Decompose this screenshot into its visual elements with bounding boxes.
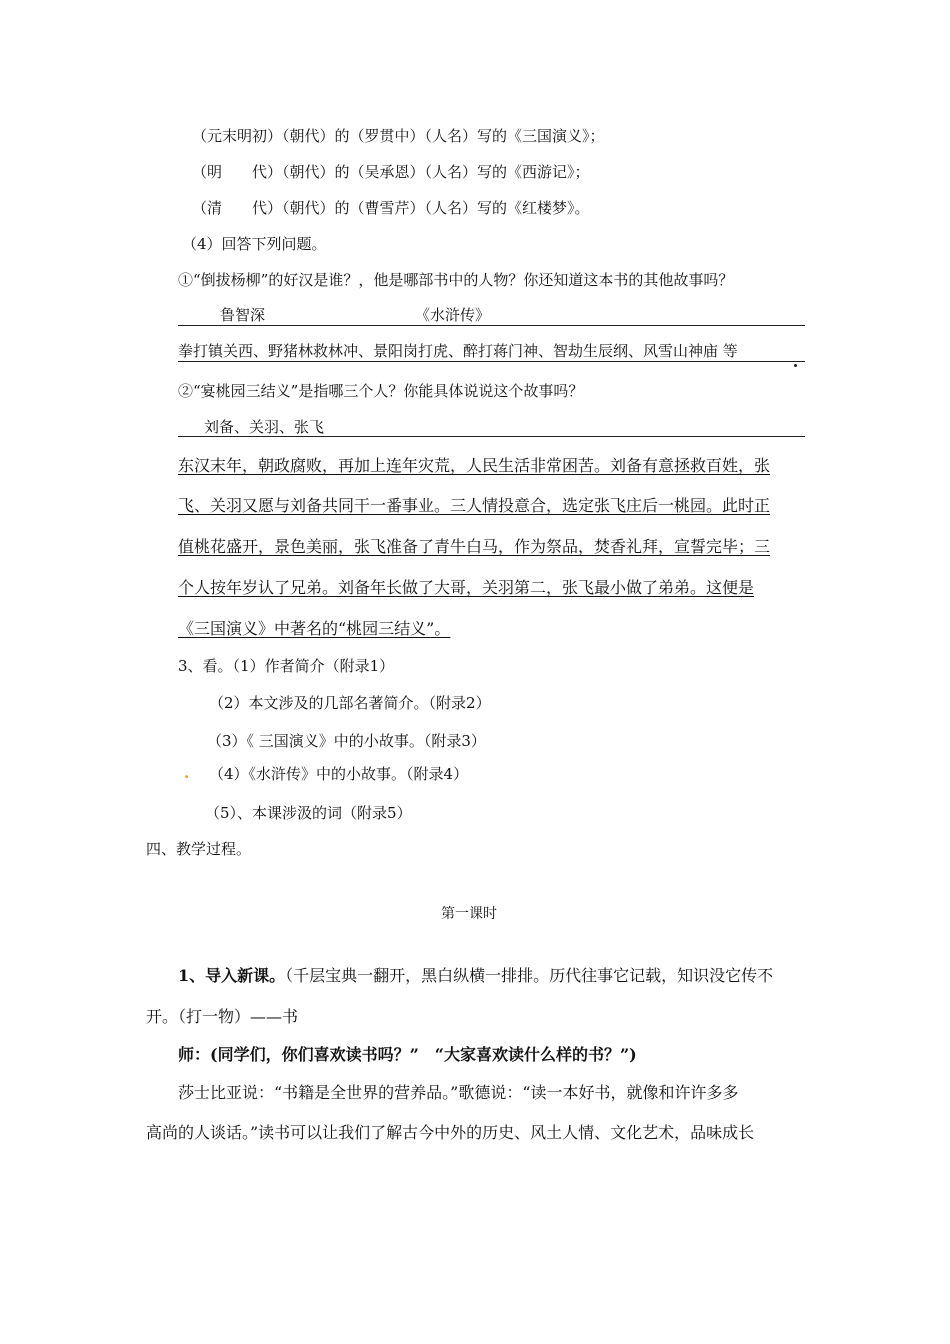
work-line-hongloumeng: （清 代）（朝代）的（曹雪芹）（人名）写的《红楼梦》。: [192, 199, 590, 217]
work-line-xiyou: （明 代）（朝代）的（吴承恩）（人名）写的《西游记》；: [192, 163, 590, 181]
appendix-item: （5）、本课涉汲的词（附录5）: [205, 804, 412, 822]
riddle-text-cont: 开。（打一物）——书: [146, 1007, 299, 1026]
answer-underline-2: [178, 361, 805, 362]
answer-underline-1: [178, 325, 805, 326]
intro-label: 1、导入新课。: [178, 966, 286, 985]
q4-heading: （4）回答下列问题。: [182, 235, 327, 253]
appendix-item: （3）《 三国演义》中的小故事。（附录3）: [207, 732, 486, 750]
work-line-sanguo: （元末明初）（朝代）的（罗贯中）（人名）写的《三国演义》；: [192, 127, 605, 145]
emphasis-dot: [794, 364, 797, 367]
story-line: 飞、关羽又愿与刘备共同干一番事业。三人情投意合，选定张飞庄后一桃园。此时正: [178, 496, 771, 515]
answer-book: 《水浒传》: [415, 306, 491, 324]
q4-question-2: ②“宴桃园三结义”是指哪三个人？你能具体说说这个故事吗？: [178, 382, 584, 400]
teacher-line: 师：(同学们，你们喜欢读书吗？” “大家喜欢读什么样的书？”): [178, 1045, 637, 1064]
story-line: 东汉末年，朝政腐败，再加上连年灾荒，人民生活非常困苦。刘备有意拯救百姓，张: [178, 456, 771, 475]
riddle-text: （千层宝典一翻开，黑白纵横一排排。历代往事它记载，知识没它传不: [285, 966, 774, 985]
answer-underline-3: [178, 436, 805, 437]
section4-heading: 四、教学过程。: [146, 840, 252, 858]
lesson-title: 第一课时: [441, 906, 497, 922]
story-line: 《三国演义》中著名的“桃园三结义”。: [178, 619, 451, 638]
story-line: 个人按年岁认了兄弟。刘备年长做了大哥，关羽第二，张飞最小做了弟弟。这便是: [178, 578, 755, 597]
quote-line: 莎士比亚说：“书籍是全世界的营养品。”歌德说：“读一本好书，就像和许许多多: [178, 1083, 739, 1102]
quote-line: 高尚的人谈话。”读书可以让我们了解古今中外的历史、风土人情、文化艺术，品味成长: [146, 1123, 755, 1142]
section3-heading: 3、看。（1）作者简介（附录1）: [178, 657, 395, 675]
answer-name: 鲁智深: [220, 306, 266, 324]
story-line: 值桃花盛开，景色美丽，张飞准备了青牛白马，作为祭品，焚香礼拜，宣誓完毕；三: [178, 537, 771, 556]
answer-stories: 拳打镇关西、野猪林救林冲、景阳岗打虎、醉打蒋门神、智劫生辰纲、风雪山神庙 等: [178, 342, 738, 360]
margin-marker: .: [184, 764, 190, 782]
appendix-item: （2）本文涉及的几部名著简介。（附录2）: [209, 694, 491, 712]
q4-question-1: ①“倒拔杨柳”的好汉是谁？，他是哪部书中的人物？你还知道这本书的其他故事吗？: [178, 271, 734, 289]
appendix-item: （4）《水浒传》中的小故事。（附录4）: [209, 765, 469, 783]
answer-three-names: 刘备、关羽、张飞: [204, 418, 325, 436]
intro-line: [178, 968, 773, 984]
